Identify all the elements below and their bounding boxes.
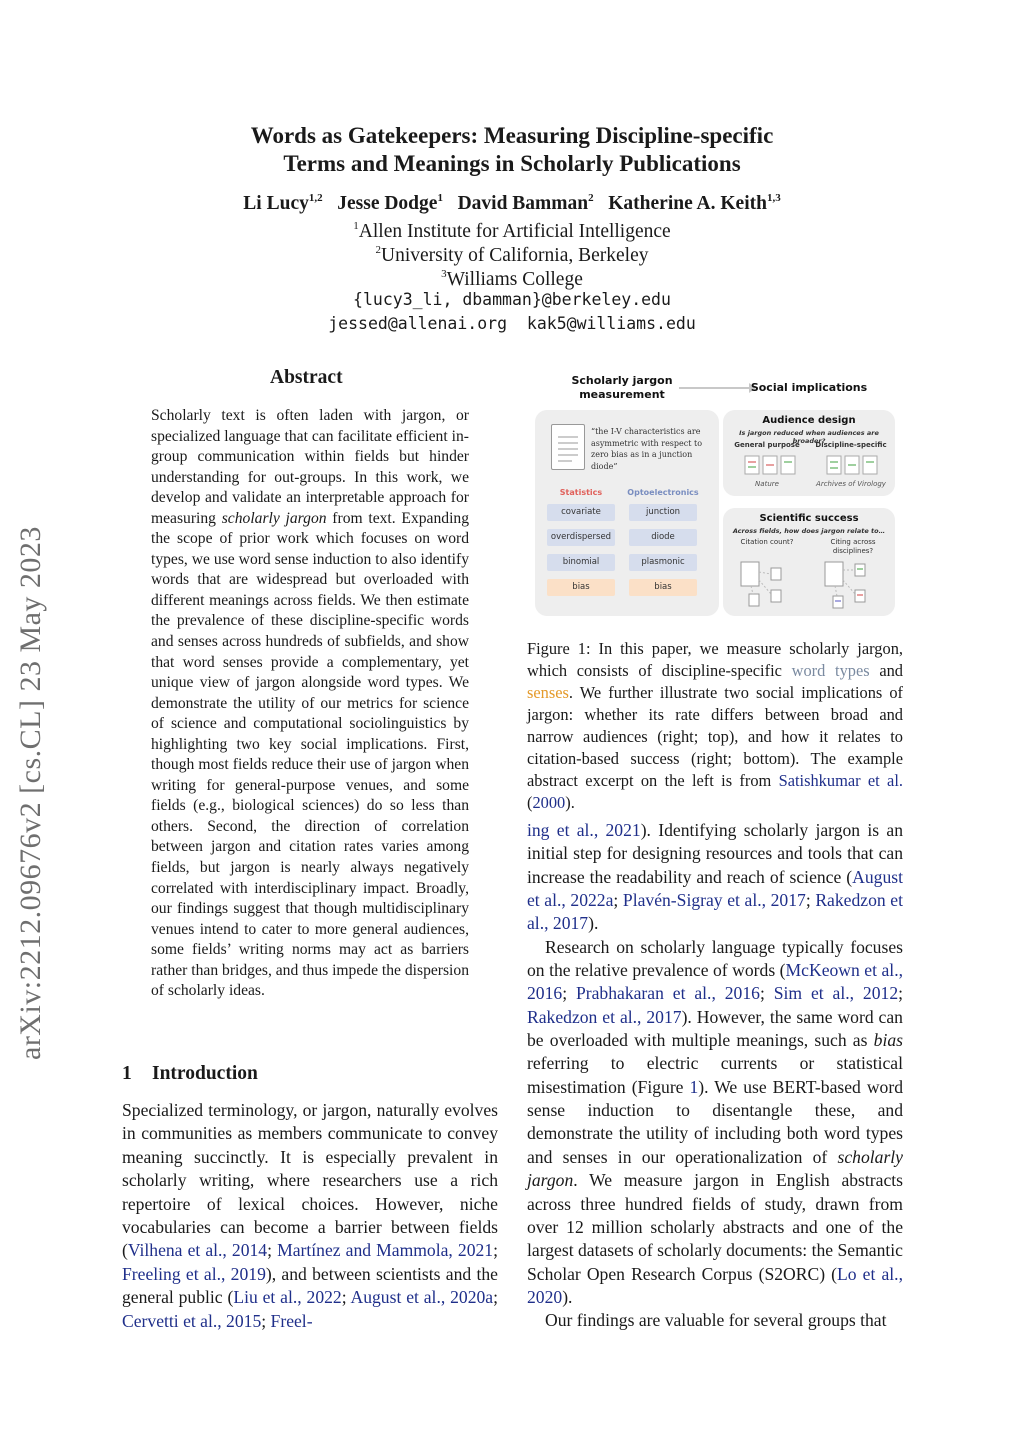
paper-title bbox=[120, 122, 904, 178]
panel-title: Audience design bbox=[762, 415, 856, 426]
citation-link[interactable]: Rakedzon et al., 2017 bbox=[527, 1006, 682, 1027]
author: Jesse Dodge$^1$ bbox=[337, 192, 443, 214]
citation-link[interactable]: McKeown et al., 2016 bbox=[527, 960, 903, 1004]
affiliation: $^2$University of California, Berkeley bbox=[375, 244, 649, 266]
citation-diagram bbox=[737, 560, 887, 612]
abstract-body: Scholarly text is often laden with jargon, or specialized language that can facilitate efficient in-group communication within fields but hinder understanding for out-groups. In this work, we develop and validate an interpretable approach for measuring scholarly jargon from text. Expanding the scope of prior work which focuses on word types, we use word sense induction to also identify words that are widespread but overloaded with different meanings across fields. We then estimate the prevalence of these discipline-specific words and senses across hundreds of subfields, and show that word senses provide a complementary, yet unique view of jargon alongside word types. We demonstrate the utility of our metrics for science of science and computational sociolinguistics by highlighting two key social implications. First, though most fields reduce their use of jargon when writing for general-purpose venues, and some fields (e.g., biological sciences) do so less than others. Second, the direction of correlation between jargon and citation rates varies among fields, but jargon is nearly always negatively correlated with interdisciplinary impact. Broadly, our findings suggest that though multidisciplinary venues intend to cater to more general audiences, some fields’ writing norms may act as barriers rather than bridges, and thus impede the dispersion of scholarly ideas. bbox=[151, 407, 469, 1000]
citation-link[interactable]: Rakedzon et al., 2017 bbox=[527, 890, 903, 934]
scientific-success-panel bbox=[723, 508, 895, 616]
section-heading: 1 Introduction bbox=[122, 1063, 258, 1084]
abstract-excerpt: “the I-V characteristics are asymmetric with respect to zero bias as in a junction diode” bbox=[591, 427, 703, 471]
citation-link[interactable]: Sim et al., 2012 bbox=[773, 983, 899, 1004]
venue-type-label: General purpose bbox=[734, 441, 800, 449]
column-label-optoelectronics: Optoelectronics bbox=[627, 488, 699, 497]
citation-link[interactable]: 2000 bbox=[532, 793, 566, 812]
panel-subtitle: Across fields, how does jargon relate to… bbox=[732, 527, 886, 535]
venue-name: Nature bbox=[755, 480, 779, 488]
word-cell: diode bbox=[629, 529, 697, 546]
citation-link[interactable]: August et al., 2022a bbox=[527, 866, 903, 911]
author: David Bamman$^2$ bbox=[457, 192, 594, 214]
citation-link[interactable]: Vilhena et al., 2014 bbox=[127, 1240, 268, 1261]
citation-link[interactable]: August et al., 2020a bbox=[350, 1287, 494, 1308]
document-icon bbox=[551, 424, 585, 470]
metric-label: Citing across disciplines? bbox=[830, 538, 876, 555]
paragraph: Research on scholarly language typically focuses on the relative prevalence of words (McKeown et al., 2016; Prabhakaran et al., 2016; Sim et al., 2012; Rakedzon et al., 2017). However, the same word can be overloaded with multiple meanings, such as bias referring to electric currents or statistical misestimation (Figure 1). We use BERT-based word sense induction to disentangle these, and demonstrate the utility of including both word types and senses in our operationalization of scholarly jargon. We measure jargon in English abstracts across three hundred fields of study, drawn from over 12 million scholarly abstracts and one of the largest datasets of scholarly documents: the Semantic Scholar Open Research Corpus (S2ORC) (Lo et al., 2020). bbox=[527, 936, 904, 1307]
figure-header-left: Scholarly jargon measurement bbox=[571, 374, 673, 401]
document-icons bbox=[743, 454, 883, 478]
author-list bbox=[120, 186, 904, 216]
citation-link[interactable]: Martínez and Mammola, 2021 bbox=[277, 1240, 494, 1261]
email-line: jessed@allenai.org kak5@williams.edu bbox=[328, 314, 696, 333]
audience-design-panel bbox=[723, 410, 895, 496]
intro-paragraph: Specialized terminology, or jargon, naturally evolves in communities as members communicate to convey meaning succinctly. It is especially prevalent in scholarly writing, where researchers use a rich repertoire of lexical choices. However, niche vocabularies can become a barrier between fields (Vilhena et al., 2014; Martínez and Mammola, 2021; Freeling et al., 2019), and between scientists and the general public (Liu et al., 2022; August et al., 2020a; Cervetti et al., 2015; Freel- bbox=[122, 1100, 498, 1331]
venue-name: Archives of Virology bbox=[816, 480, 886, 488]
abstract-heading: Abstract bbox=[270, 367, 343, 388]
word-cell: covariate bbox=[547, 504, 615, 521]
word-cell: binomial bbox=[547, 554, 615, 571]
affiliation: $^3$Williams College bbox=[441, 268, 583, 290]
metric-label: Citation count? bbox=[740, 538, 794, 546]
paragraph: Our findings are valuable for several groups that bbox=[545, 1310, 887, 1331]
citation-link[interactable]: Prabhakaran et al., 2016 bbox=[575, 983, 760, 1004]
word-cell: plasmonic bbox=[629, 554, 697, 571]
panel-subtitle: Is jargon reduced when audiences are broader? bbox=[739, 429, 879, 445]
email-line: {lucy3_li, dbamman}@berkeley.edu bbox=[353, 290, 671, 309]
citation-link[interactable]: Cervetti et al., 2015 bbox=[122, 1310, 262, 1331]
author: Li Lucy$^{1,2}$ bbox=[243, 192, 323, 214]
panel-title: Scientific success bbox=[759, 513, 859, 524]
figure-caption: Figure 1: In this paper, we measure scholarly jargon, which consists of discipline-specific word types and senses. We further illustrate two social implications of jargon: whether its rate differs between broad and narrow audiences (right; top), and how it relates to citation-based success (right; bottom). The example abstract excerpt on the left is from Satishkumar et al. (2000). bbox=[527, 639, 904, 812]
citation-link[interactable]: Liu et al., 2022 bbox=[233, 1287, 342, 1308]
title-line-2: Terms and Meanings in Scholarly Publications bbox=[283, 151, 741, 176]
arxiv-stamp: arXiv:2212.09676v2 [cs.CL] 23 May 2023 bbox=[14, 526, 47, 1060]
word-cell: overdispersed bbox=[547, 529, 615, 546]
citation-link[interactable]: Satishkumar et al. bbox=[778, 771, 903, 790]
venue-type-label: Discipline-specific bbox=[815, 441, 887, 449]
citation-link[interactable]: ing et al., 2021 bbox=[527, 820, 641, 840]
sense-cell: bias bbox=[547, 579, 615, 596]
jargon-panel bbox=[535, 410, 719, 616]
author: Katherine A. Keith$^{1,3}$ bbox=[608, 192, 781, 214]
affiliation: $^1$Allen Institute for Artificial Intelligence bbox=[353, 220, 671, 242]
arrow-right-icon bbox=[677, 382, 757, 394]
title-line-1: Words as Gatekeepers: Measuring Discipline-specific bbox=[250, 123, 774, 148]
right-column-text bbox=[527, 819, 903, 1333]
sense-cell: bias bbox=[629, 579, 697, 596]
word-cell: junction bbox=[629, 504, 697, 521]
figure-header-right: Social implications bbox=[750, 381, 868, 394]
paragraph: ing et al., 2021). Identifying scholarly jargon is an initial step for designing resources and tools that can increase the readability and reach of science (August et al., 2022a; Plavén-Sigray et al., 2017; Rakedzon et al., 2017). bbox=[527, 820, 903, 934]
citation-link[interactable]: Lo et al., 2020 bbox=[527, 1263, 903, 1307]
figure-reference-link[interactable]: 1 bbox=[689, 1076, 699, 1097]
citation-link[interactable]: Freel- bbox=[270, 1310, 313, 1331]
citation-link[interactable]: Plavén-Sigray et al., 2017 bbox=[622, 890, 806, 911]
figure-1 bbox=[527, 368, 905, 622]
column-label-statistics: Statistics bbox=[559, 488, 603, 497]
citation-link[interactable]: Freeling et al., 2019 bbox=[122, 1263, 266, 1284]
